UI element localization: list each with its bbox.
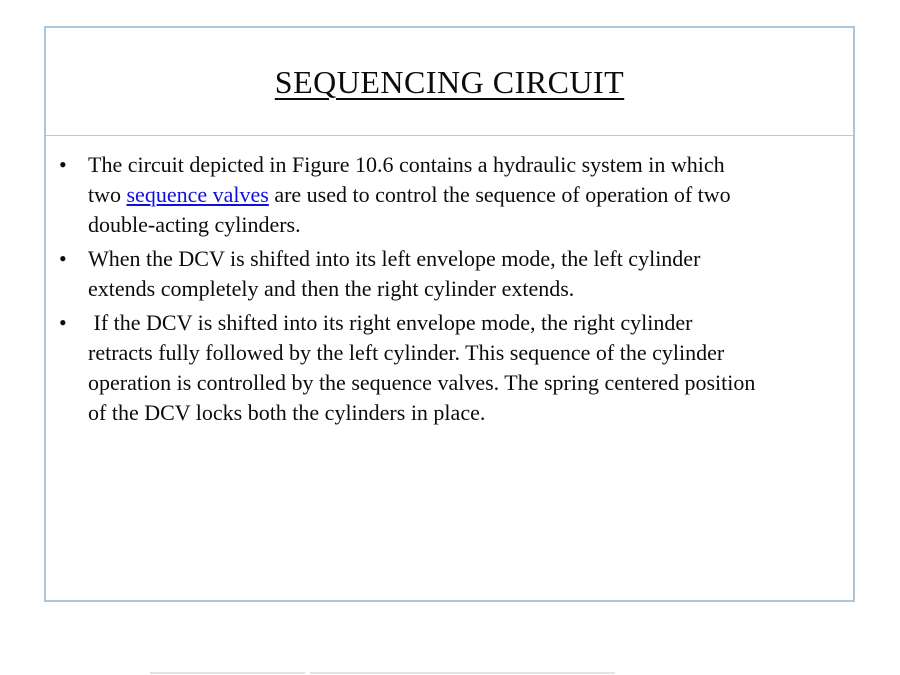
slide-frame — [44, 26, 855, 602]
screen-edge-artifact — [310, 672, 615, 674]
text-segment: When the DCV is shifted into its left envelope mode, the left cylinder — [88, 246, 701, 271]
bullet-marker: • — [59, 246, 67, 271]
bullet-text-line — [88, 210, 845, 240]
bullet-text-line — [88, 180, 845, 210]
bullet-text — [88, 308, 845, 428]
bullet-text-line — [88, 150, 845, 180]
title-box — [46, 28, 853, 136]
screen-edge-artifact — [150, 672, 305, 674]
bullet-item — [57, 244, 845, 304]
slide-title: SEQUENCING CIRCUIT — [274, 63, 625, 100]
bullet-item — [57, 308, 845, 428]
text-segment: operation is controlled by the sequence valves. The spring centered position — [88, 370, 756, 395]
bullet-text-line — [88, 308, 845, 338]
bullet-text-line — [88, 368, 845, 398]
bullet-text — [88, 244, 845, 304]
bullet-list — [46, 136, 853, 600]
bullet-text — [88, 150, 845, 240]
text-segment: of the DCV locks both the cylinders in place. — [88, 400, 486, 425]
bullet-text-line — [88, 338, 845, 368]
text-segment: extends completely and then the right cylinder extends. — [88, 276, 575, 301]
bullet-item — [57, 150, 845, 240]
bullet-text-line — [88, 274, 845, 304]
text-segment: retracts fully followed by the left cylinder. This sequence of the cylinder — [88, 340, 725, 365]
bullet-marker: • — [59, 310, 67, 335]
text-segment: If the DCV is shifted into its right envelope mode, the right cylinder — [88, 310, 693, 335]
bullet-marker: • — [59, 152, 67, 177]
text-segment: double-acting cylinders. — [88, 212, 301, 237]
text-segment: are used to control the sequence of operation of two — [268, 182, 731, 207]
bullet-text-line — [88, 244, 845, 274]
text-segment: The circuit depicted in Figure 10.6 contains a hydraulic system in which — [88, 152, 725, 177]
text-segment: two — [88, 182, 127, 207]
bullet-text-line — [88, 398, 845, 428]
sequence-valves-link[interactable]: sequence valves — [126, 182, 269, 207]
